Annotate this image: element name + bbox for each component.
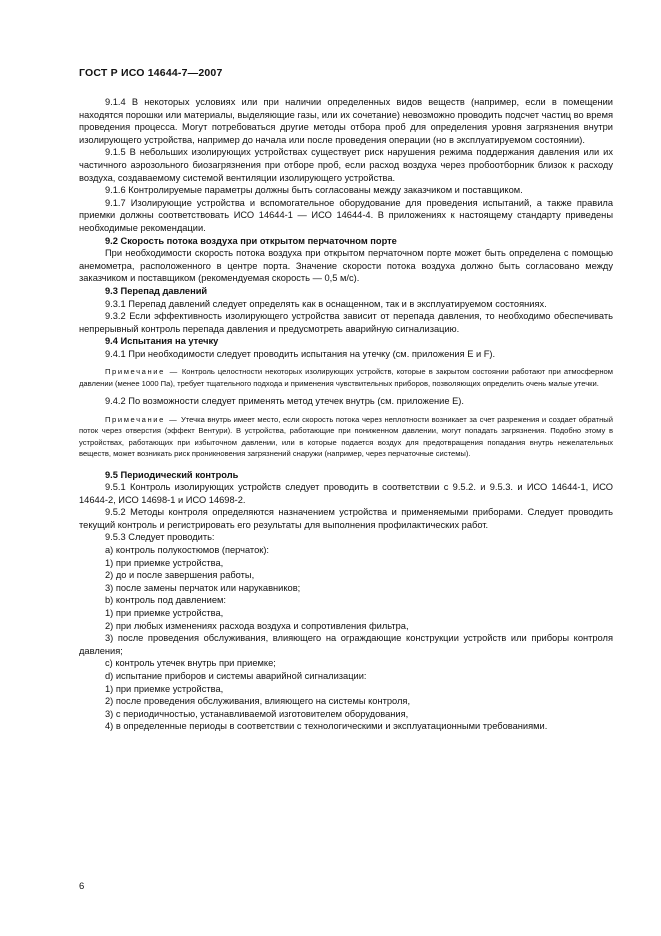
note-2-text: Утечка внутрь имеет место, если скорость потока через неплотности возникает за счет разрежения и создает обратный поток через отверстия (эффект Вентури). В устройства, работающие при пониженном давлении, могут попадать загрязнения. Подобно этому в устройствах, работающих при избыточном давлении, или в которые подается воздух для предотвращения попадания внутрь нежелательных веществ, может возникать риск проникновения загрязнений снаружи (например, через перчаточные системы). (79, 414, 614, 459)
clause-9-1-5: 9.1.5 В небольших изолирующих устройствах существует риск нарушения режима поддержания давления или их частичного аэрозольного биозагрязнения при отборе проб, если расход воздуха через пробоотборник близок к расходу воздуха, создаваемому системой вентиляции изолирующего устройства. (79, 147, 613, 183)
list-item: 2) до и после завершения работы, (105, 570, 255, 581)
note-1-text: Контроль целостности некоторых изолирующих устройств, которые в закрытом состоянии работают при атмосферном давлении (менее 1000 Па), требует тщательного подхода и применения чувствительных приборов, позволяющих определить очень малые утечки. (79, 367, 613, 388)
section-heading-9-2: 9.2 Скорость потока воздуха при открытом перчаточном порте (105, 235, 397, 246)
document-body (79, 96, 613, 733)
list-item: 3) с периодичностью, устанавливаемой изготовителем оборудования, (105, 708, 409, 719)
list-item: 3) после замены перчаток или нарукавников; (105, 582, 301, 593)
list-item: 4) в определенные периоды в соответствии с технологическими и эксплуатационными требованиями. (105, 721, 548, 732)
list-item: b) контроль под давлением: (105, 595, 226, 606)
clause-9-4-2: 9.4.2 По возможности следует применять метод утечек внутрь (см. приложение Е). (105, 396, 464, 407)
clause-9-5-3: 9.5.3 Следует проводить: (105, 532, 215, 543)
note-label: Примечание — (105, 367, 179, 377)
clause-9-3-1: 9.3.1 Перепад давлений следует определять как в оснащенном, так и в эксплуатируемом состояниях. (105, 298, 547, 309)
list-item: 2) при любых изменениях расхода воздуха и сопротивления фильтра, (105, 620, 409, 631)
list-item: а) контроль полукостюмов (перчаток): (105, 545, 269, 556)
section-heading-9-4: 9.4 Испытания на утечку (105, 336, 219, 347)
clause-9-5-2: 9.5.2 Методы контроля определяются назначением устройства и применяемыми приборами. Следует проводить текущий контроль и регистрировать его результаты для выполнения профилактических работ. (79, 507, 613, 530)
clause-9-4-1: 9.4.1 При необходимости следует проводить испытания на утечку (см. приложения Е и F). (105, 348, 496, 359)
section-heading-9-3: 9.3 Перепад давлений (105, 285, 208, 296)
document-header: ГОСТ Р ИСО 14644-7—2007 (79, 67, 223, 79)
page-number: 6 (79, 881, 85, 892)
clause-9-1-4: 9.1.4 В некоторых условиях или при наличии определенных видов веществ (например, если в помещении находятся порошки или материалы, выделяющие газы, или их сочетание) невозможно проводить подсчет частиц во время проведения процесса. Могут потребоваться другие методы отбора проб для определения уровня загрязнения внутри изолирующего устройства, например до начала или после проведения операции (но в эксплуатируемом состоянии). (79, 97, 613, 145)
list-item: 2) после проведения обслуживания, влияющего на системы контроля, (105, 696, 411, 707)
list-item: 1) при приемке устройства, (105, 557, 224, 568)
note-2 (79, 414, 613, 460)
list-item: 1) при приемке устройства, (105, 683, 224, 694)
clause-9-1-7: 9.1.7 Изолирующие устройства и вспомогательное оборудование для проведения испытаний, а также правила приемки должны соответствовать ИСО 14644-1 — ИСО 14644-4. В приложениях к настоящему стандарту приведены необходимые рекомендации. (79, 197, 613, 233)
list-item: d) испытание приборов и системы аварийной сигнализации: (105, 671, 367, 681)
list-item: 1) при приемке устройства, (105, 608, 224, 619)
note-1 (79, 366, 613, 389)
clause-9-3-2: 9.3.2 Если эффективность изолирующего устройства зависит от перепада давления, то необходимо обеспечивать непрерывный контроль перепада давления и предусмотреть аварийную сигнализацию. (79, 311, 613, 334)
list-item: c) контроль утечек внутрь при приемке; (105, 658, 276, 669)
section-heading-9-5: 9.5 Периодический контроль (105, 469, 239, 480)
clause-9-2: При необходимости скорость потока воздуха при открытом перчаточном порте может быть определена с помощью анемометра, расположенного в центре порта. Значение скорости потока воздуха должно быть согласовано между заказчиком и поставщиком (рекомендуемая скорость — 0,5 м/с). (79, 248, 613, 284)
clause-9-1-6: 9.1.6 Контролируемые параметры должны быть согласованы между заказчиком и поставщиком. (105, 185, 523, 196)
note-label: Примечание — (105, 414, 179, 424)
clause-9-5-1: 9.5.1 Контроль изолирующих устройств следует проводить в соответствии с 9.5.2. и 9.5.3. и ИСО 14644-1, ИСО 14644-2, ИСО 14698-1 и ИСО 14698-2. (79, 482, 613, 505)
list-item: 3) после проведения обслуживания, влияющего на ограждающие конструкции устройств или приборы контроля давления; (79, 633, 613, 656)
